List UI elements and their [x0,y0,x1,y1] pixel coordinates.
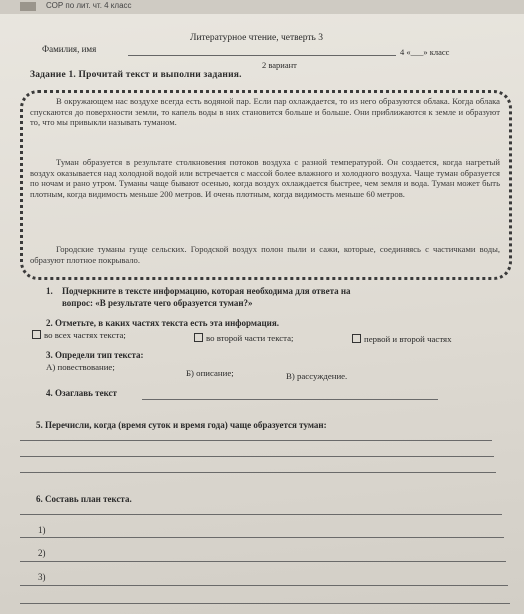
question-1-number: 1. [46,286,53,296]
variant-label: 2 вариант [262,60,297,70]
checkbox-icon[interactable] [352,334,361,343]
task-title: Задание 1. Прочитай текст и выполни задания. [30,70,242,80]
question-3-option-b[interactable]: Б) описание; [186,368,234,378]
plan-item-1-line[interactable] [20,537,504,538]
document-title: СОР по лит. чт. 4 класс [46,1,132,10]
plan-item-3-line[interactable] [20,585,508,586]
question-3-text: 3. Определи тип текста: [46,350,144,360]
document-icon [20,2,36,11]
document-header-bar [0,0,524,14]
question-1-text-cont: вопрос: «В результате чего образуется туман?» [62,298,253,308]
question-3-option-a[interactable]: А) повествование; [46,362,115,372]
question-1-text: Подчеркните в тексте информацию, которая необходима для ответа на [62,286,351,296]
name-label: Фамилия, имя [42,44,97,54]
subject-line: Литературное чтение, четверть 3 [190,33,323,43]
question-4-text: 4. Озаглавь текст [46,388,117,398]
question-6-text: 6. Составь план текста. [36,494,132,504]
answer-line[interactable] [20,472,496,473]
text-paragraph-2: Туман образуется в результате столкновения потоков воздуха с разной температурой. Он создается, когда нагретый воздух оказывается над холодной водой или встречается с массой более влажного и холодного воздуха. Чаще туман образуется по ночам и рано утром. Туманы чаще бывают осенью, когда воздух охлаждается быстрее, чем земля и вода. Туман может быть плотным, когда видимость меньше 200 метров. И очень плотным, когда видимость меньше 60 метров. [30,157,500,199]
plan-item-1-number: 1) [38,525,46,535]
text-paragraph-1: В окружающем нас воздухе всегда есть водяной пар. Если пар охлаждается, то из него образуются облака. Когда облака спускаются до поверхности земли, то капель воды в них становится больше и больше. Они приближаются к земле и образуют то, что мы привыкли называть туманом. [30,96,500,128]
question-2-option-1[interactable]: во всех частях текста; [32,330,126,340]
question-3-option-c[interactable]: В) рассуждение. [286,371,348,381]
answer-line[interactable] [20,603,510,604]
text-paragraph-3: Городские туманы гуще сельских. Городской воздух полон пыли и сажи, которые, соединяясь с частичками воды, образуют плотное покрывало. [30,244,500,265]
plan-item-2-number: 2) [38,548,46,558]
plan-item-2-line[interactable] [20,561,506,562]
answer-line[interactable] [20,514,502,515]
question-4-answer-line[interactable] [142,399,438,400]
question-2-option-2[interactable]: во второй части текста; [194,333,293,343]
answer-line[interactable] [20,440,492,441]
answer-line[interactable] [20,456,494,457]
checkbox-icon[interactable] [194,333,203,342]
checkbox-icon[interactable] [32,330,41,339]
grade-label: 4 «___» класс [400,47,450,57]
plan-item-3-number: 3) [38,572,46,582]
question-2-text: 2. Отметьте, в каких частях текста есть эта информация. [46,318,279,328]
question-2-option-3[interactable]: первой и второй частях [352,334,452,344]
name-blank-line [128,55,396,56]
question-5-text: 5. Перечисли, когда (время суток и время года) чаще образуется туман: [36,420,327,430]
